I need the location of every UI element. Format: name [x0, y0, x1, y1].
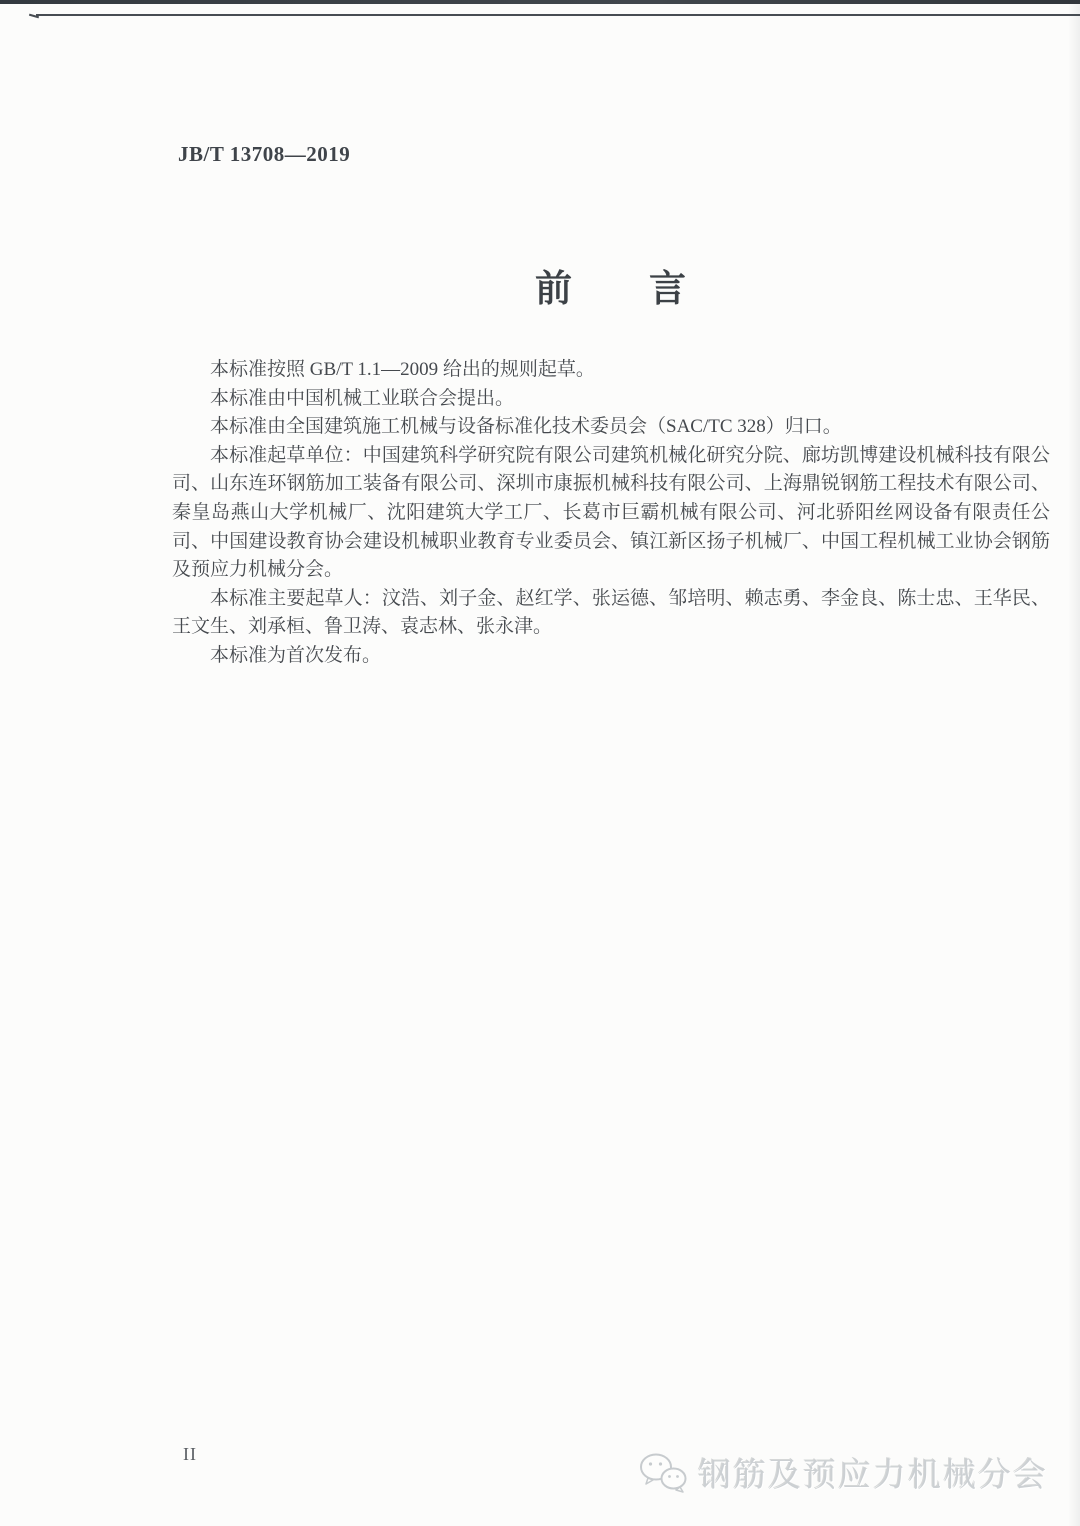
paragraph-basis: 本标准按照 GB/T 1.1—2009 给出的规则起草。 — [210, 359, 595, 380]
paragraph-main-drafters: 本标准主要起草人：汶浩、刘子金、赵红学、张运德、邹培明、赖志勇、李金良、陈士忠、王华民、王文生、刘承桓、鲁卫涛、袁志林、张永津。 — [172, 587, 1050, 638]
scan-top-line-artifact — [36, 14, 1080, 16]
paragraph-drafting-organizations: 本标准起草单位：中国建筑科学研究院有限公司建筑机械化研究分院、廊坊凯博建设机械科技有限公司、山东连环钢筋加工装备有限公司、深圳市康振机械科技有限公司、上海鼎锐钢筋工程技术有限公司、秦皇岛燕山大学机械厂、沈阳建筑大学工厂、长葛市巨霸机械有限公司、河北骄阳丝网设备有限责任公司、中国建设教育协会建设机械职业教育专业委员会、镇江新区扬子机械厂、中国工程机械工业协会钢筋及预应力机械分会。 — [172, 444, 1050, 581]
page-number: II — [183, 1444, 197, 1464]
paragraph-proposed-by: 本标准由中国机械工业联合会提出。 — [210, 387, 515, 409]
scan-top-edge-artifact — [0, 0, 1080, 4]
page-title: 前 言 — [535, 268, 687, 309]
scan-right-edge-shade — [1068, 0, 1080, 1526]
standard-code-header: JB/T 13708—2019 — [178, 142, 351, 166]
footer-watermark — [636, 1449, 1048, 1496]
paragraph-centralized-by: 本标准由全国建筑施工机械与设备标准化技术委员会（SAC/TC 328）归口。 — [210, 416, 842, 438]
paragraph-first-issue: 本标准为首次发布。 — [210, 644, 382, 666]
foreword-body — [172, 356, 1050, 671]
wechat-icon — [636, 1450, 690, 1496]
footer-watermark-label: 钢筋及预应力机械分会 — [698, 1456, 1048, 1493]
